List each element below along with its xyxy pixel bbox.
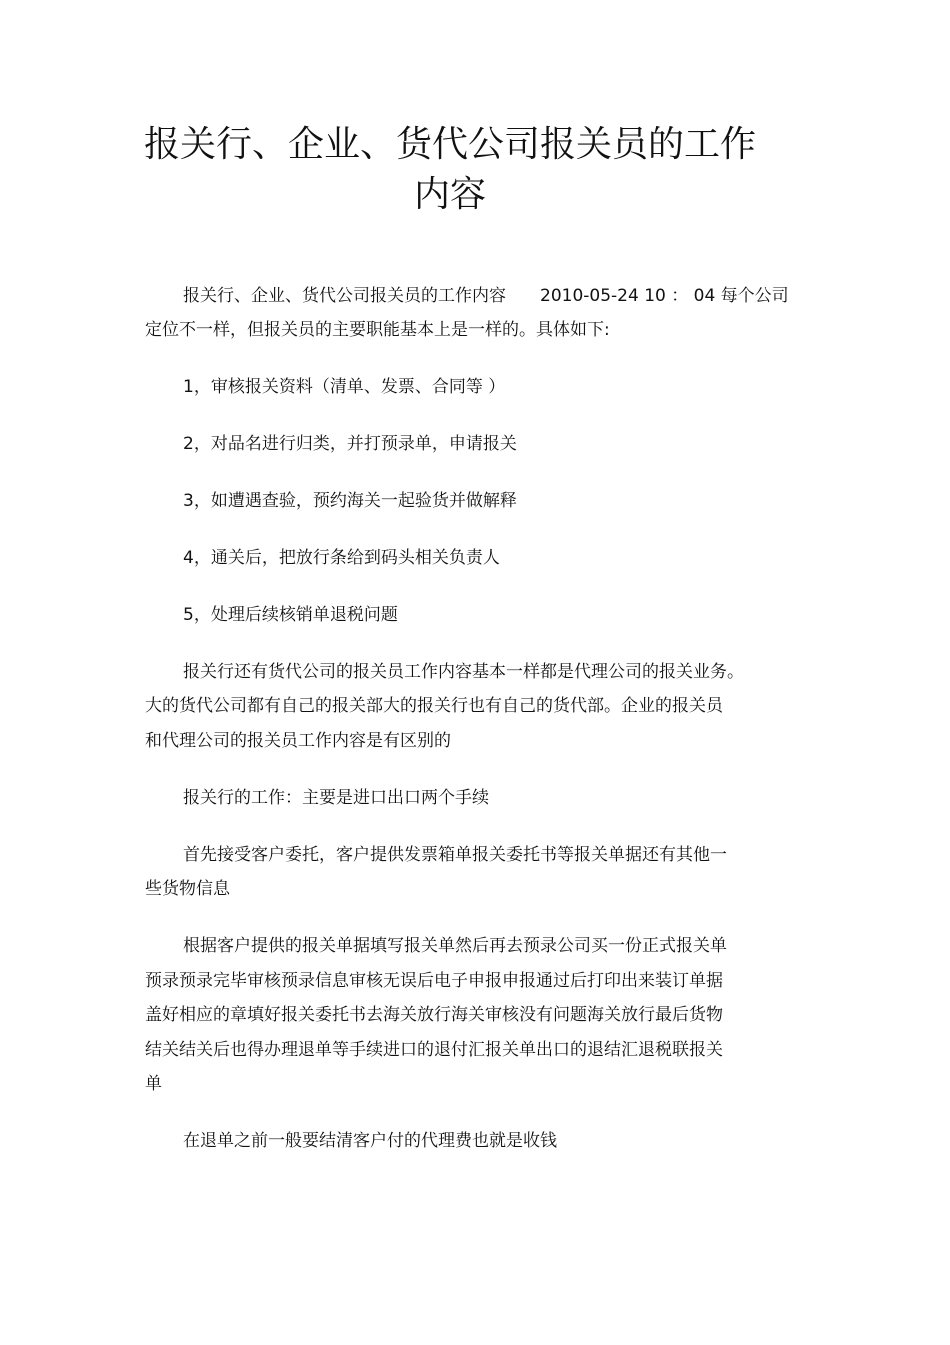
broker-work-paragraph: 报关行的工作：主要是进口出口两个手续 xyxy=(183,788,489,808)
document-title: 报关行、企业、货代公司报关员的工作 xyxy=(143,124,756,165)
duty-item: 3，如遭遇查验，预约海关一起验货并做解释 xyxy=(183,491,517,511)
fee-paragraph: 在退单之前一般要结清客户付的代理费也就是收钱 xyxy=(183,1131,557,1151)
intro-paragraph-continued: 定位不一样，但报关员的主要职能基本上是一样的。具体如下: xyxy=(145,320,610,340)
duty-item: 1，审核报关资料（清单、发票、合同等 ） xyxy=(183,377,506,397)
process-paragraph: 根据客户提供的报关单据填写报关单然后再去预录公司买一份正式报关单 xyxy=(183,936,727,956)
agency-paragraph-continued: 大的货代公司都有自己的报关部大的报关行也有自己的货代部。企业的报关员 xyxy=(145,696,723,716)
process-paragraph-continued: 结关结关后也得办理退单等手续进口的退付汇报关单出口的退结汇退税联报关 xyxy=(145,1040,723,1060)
intro-paragraph: 报关行、企业、货代公司报关员的工作内容 2010-05-24 10 ： 04 每个公司 xyxy=(183,286,789,306)
first-step-paragraph: 首先接受客户委托，客户提供发票箱单报关委托书等报关单据还有其他一 xyxy=(183,845,727,865)
process-paragraph-continued: 预录预录完毕审核预录信息审核无误后电子申报申报通过后打印出来装订单据 xyxy=(145,971,723,991)
duty-item: 4，通关后，把放行条给到码头相关负责人 xyxy=(183,548,500,568)
document-title-continued: 内容 xyxy=(413,174,486,215)
duty-item: 5，处理后续核销单退税问题 xyxy=(183,605,398,625)
agency-paragraph: 报关行还有货代公司的报关员工作内容基本一样都是代理公司的报关业务。 xyxy=(183,662,744,682)
duty-item: 2，对品名进行归类，并打预录单，申请报关 xyxy=(183,434,517,454)
agency-paragraph-continued: 和代理公司的报关员工作内容是有区别的 xyxy=(145,731,451,751)
first-step-paragraph-continued: 些货物信息 xyxy=(145,879,230,899)
process-paragraph-continued: 盖好相应的章填好报关委托书去海关放行海关审核没有问题海关放行最后货物 xyxy=(145,1005,723,1025)
process-paragraph-continued: 单 xyxy=(145,1074,162,1094)
